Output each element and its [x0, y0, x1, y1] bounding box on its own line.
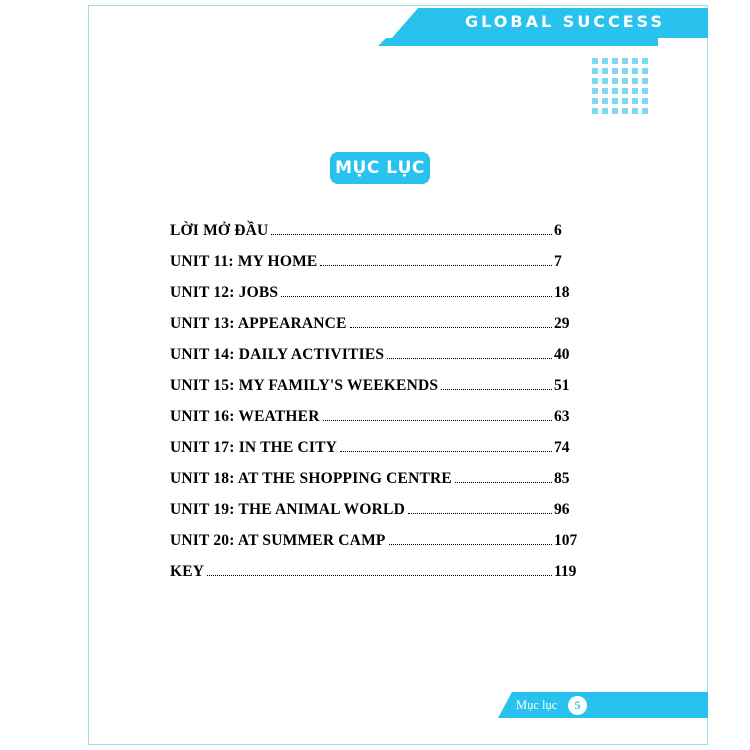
decorative-dot [642, 78, 648, 84]
header-banner-accent-shape [378, 38, 658, 46]
table-of-contents [170, 222, 580, 594]
page-title: MỤC LỤC [335, 158, 425, 178]
decorative-dot [612, 98, 618, 104]
toc-entry[interactable] [170, 346, 580, 377]
decorative-dot [642, 108, 648, 114]
decorative-dot [592, 58, 598, 64]
decorative-dot [632, 78, 638, 84]
toc-leader-dots [441, 389, 552, 390]
toc-entry-page: 7 [554, 253, 562, 270]
footer-page-number: 5 [574, 698, 581, 712]
toc-entry-label: UNIT 12: JOBS [170, 284, 279, 301]
toc-entry[interactable] [170, 222, 580, 253]
decorative-dot [592, 78, 598, 84]
toc-entry[interactable] [170, 408, 580, 439]
decorative-dot [622, 78, 628, 84]
decorative-dot [622, 108, 628, 114]
toc-entry-page: 18 [554, 284, 570, 301]
toc-entry[interactable] [170, 501, 580, 532]
decorative-dot [612, 68, 618, 74]
toc-entry-label: UNIT 11: MY HOME [170, 253, 318, 270]
toc-entry[interactable] [170, 253, 580, 284]
toc-entry-page: 51 [554, 377, 570, 394]
toc-leader-dots [271, 234, 552, 235]
toc-entry[interactable] [170, 284, 580, 315]
decorative-dot [642, 98, 648, 104]
toc-entry-label: UNIT 18: AT THE SHOPPING CENTRE [170, 470, 452, 487]
toc-entry-label: KEY [170, 563, 205, 580]
decorative-dot [642, 58, 648, 64]
toc-entry-page: 96 [554, 501, 570, 518]
decorative-dot [612, 88, 618, 94]
decorative-dot [622, 58, 628, 64]
toc-leader-dots [207, 575, 552, 576]
toc-entry-page: 74 [554, 439, 570, 456]
toc-leader-dots [389, 544, 552, 545]
decorative-dot-grid [592, 58, 648, 114]
toc-entry-page: 119 [554, 563, 577, 580]
decorative-dot [622, 68, 628, 74]
toc-leader-dots [408, 513, 552, 514]
footer-page-badge [568, 696, 587, 715]
decorative-dot [592, 98, 598, 104]
decorative-dot [622, 98, 628, 104]
toc-entry-page: 63 [554, 408, 570, 425]
toc-entry[interactable] [170, 470, 580, 501]
toc-leader-dots [455, 482, 552, 483]
toc-leader-dots [320, 265, 552, 266]
decorative-dot [642, 68, 648, 74]
decorative-dot [602, 108, 608, 114]
decorative-dot [612, 58, 618, 64]
toc-leader-dots [387, 358, 552, 359]
toc-entry[interactable] [170, 563, 580, 594]
decorative-dot [602, 88, 608, 94]
toc-entry-label: UNIT 20: AT SUMMER CAMP [170, 532, 386, 549]
decorative-dot [612, 108, 618, 114]
series-title: GLOBAL SUCCESS [465, 12, 665, 31]
decorative-dot [632, 58, 638, 64]
toc-entry-label: UNIT 17: IN THE CITY [170, 439, 338, 456]
footer-section-label: Mục lục [516, 698, 558, 712]
toc-entry-page: 40 [554, 346, 570, 363]
toc-entry[interactable] [170, 315, 580, 346]
decorative-dot [632, 68, 638, 74]
decorative-dot [592, 108, 598, 114]
decorative-dot [602, 98, 608, 104]
toc-entry-label: UNIT 13: APPEARANCE [170, 315, 347, 332]
toc-entry-label: UNIT 19: THE ANIMAL WORLD [170, 501, 405, 518]
toc-entry-page: 29 [554, 315, 570, 332]
decorative-dot [632, 108, 638, 114]
decorative-dot [592, 68, 598, 74]
decorative-dot [602, 68, 608, 74]
toc-leader-dots [323, 420, 552, 421]
toc-entry[interactable] [170, 532, 580, 563]
decorative-dot [602, 78, 608, 84]
page-gutter [0, 0, 88, 750]
decorative-dot [612, 78, 618, 84]
toc-entry-page: 85 [554, 470, 570, 487]
toc-entry-label: UNIT 14: DAILY ACTIVITIES [170, 346, 385, 363]
toc-entry-label: UNIT 16: WEATHER [170, 408, 320, 425]
toc-entry-label: UNIT 15: MY FAMILY'S WEEKENDS [170, 377, 439, 394]
page-title-chip [330, 152, 430, 184]
decorative-dot [622, 88, 628, 94]
toc-entry[interactable] [170, 377, 580, 408]
toc-leader-dots [340, 451, 552, 452]
decorative-dot [632, 98, 638, 104]
header-banner [370, 8, 708, 48]
toc-entry-page: 6 [554, 222, 562, 239]
decorative-dot [592, 88, 598, 94]
toc-entry[interactable] [170, 439, 580, 470]
toc-leader-dots [281, 296, 552, 297]
toc-entry-label: LỜI MỞ ĐẦU [170, 222, 269, 239]
decorative-dot [632, 88, 638, 94]
toc-leader-dots [350, 327, 552, 328]
toc-entry-page: 107 [554, 532, 578, 549]
decorative-dot [642, 88, 648, 94]
decorative-dot [602, 58, 608, 64]
